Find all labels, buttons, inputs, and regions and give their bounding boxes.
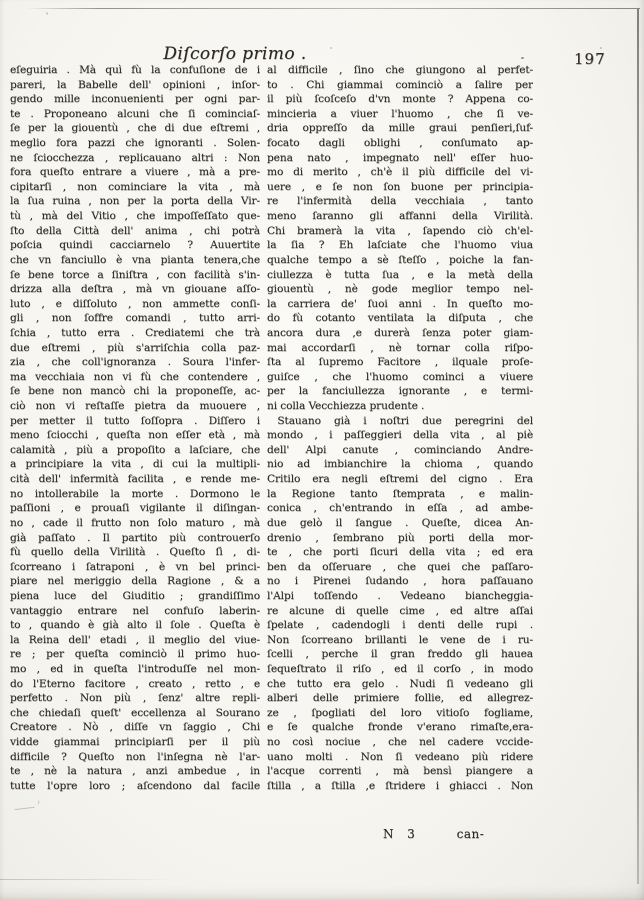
text-line: no i Pirenei ſudando , hora paſſauano xyxy=(267,575,533,588)
text-line: alberi delle primiere follie, ed allegrez- xyxy=(267,692,533,705)
text-line: al difficile , ſino che giungono al perfet- xyxy=(267,64,533,76)
text-line: difficile ? Queſto non l'inſegna nè l'ar- xyxy=(10,750,260,763)
text-line: ſtilla , a ſtilla ,e ſtridere i ghiacci . Non xyxy=(267,779,533,792)
text-line: drenio , ſembrano più porti della mor- xyxy=(267,531,533,544)
text-line: drizza alla deſtra , mà vn giouane aſſo- xyxy=(10,283,260,296)
text-line: e ſe qualche fronde v'erano rimaſte,era- xyxy=(267,721,533,734)
text-line: la ſua ruina , non per la porta della Vir- xyxy=(10,195,260,208)
text-line: conica , ch'entrando in eſſa , ad ambe- xyxy=(267,502,533,515)
text-line: te , che porti ſicuri della vita ; ed era xyxy=(267,546,533,559)
text-line: la Reina dell' etadi , il meglio del viue- xyxy=(10,633,260,646)
text-line: due eſtremi , più s'arriſchia colla paz- xyxy=(10,341,260,354)
text-line: la carriera de' ſuoi anni . In queſto mo- xyxy=(267,297,533,310)
text-line: piare nel meriggio della Ragione , & a xyxy=(10,575,260,588)
text-line: mai accordarſi , nè tornar colla riſpo- xyxy=(267,341,533,354)
text-line: Chi bramerà la vita , ſapendo ciò ch'el- xyxy=(267,224,533,237)
text-line: ſpelate , cadendogli i denti delle rupi . xyxy=(267,619,533,632)
text-line: che chiedaſi queſt' eccellenza al Sourano xyxy=(10,706,260,719)
text-line: fù quello della Virilità . Queſto ſì , di- xyxy=(10,546,260,559)
running-title: Diſcorſo primo . xyxy=(163,44,307,64)
scan-edge-top xyxy=(26,8,640,9)
text-line: la ſia ? Eh laſciate che l'huomo viua xyxy=(267,239,533,252)
text-line: due gelò il ſangue . Queſte, dicea An- xyxy=(267,516,533,529)
pencil-mark xyxy=(13,797,34,810)
text-line: qualche tempo a sè ſteſſo , poiche la fan- xyxy=(267,253,533,266)
text-line: uere , e ſe non ſon buone per principia- xyxy=(267,180,533,193)
text-line: fora queſto entrare a viuere , mà a pre- xyxy=(10,166,260,179)
text-line: ze , ſpogliati del loro vitioſo fogliame, xyxy=(267,706,533,719)
text-line: ſe per la giouentù , che di due eſtremi , xyxy=(10,122,260,135)
text-line: ni colla Vecchiezza prudente . xyxy=(267,400,425,413)
text-line: ben da oſſeruare , che quei che paſſaro- xyxy=(267,560,533,573)
ink-speck xyxy=(600,47,602,49)
text-line: ancora dura ,e durerà ſenza poter giam- xyxy=(267,326,533,339)
text-line: che vn fanciullo è vna pianta tenera,che xyxy=(10,253,260,266)
text-line: mincieria a viuer l'huomo , che ſi ve- xyxy=(267,107,533,120)
text-line: la Regione tanto ſtemprata , e malin- xyxy=(267,487,533,500)
text-line: cipitarſi , non cominciare la vita , mà xyxy=(10,180,260,193)
text-line: Creatore . Nò , diſſe vn ſaggio , Chi xyxy=(10,721,260,734)
text-line: meno ſciocchi , queſta non eſſer età , mà xyxy=(10,429,260,442)
text-line: to , quando è già alto il ſole . Queſta è xyxy=(10,619,260,632)
text-line: calamità , più a propoſito a laſciare, che xyxy=(10,443,260,456)
catchword: can- xyxy=(456,827,485,842)
text-line: tutte l'opre loro ; aſcendono dal facile xyxy=(10,779,260,792)
text-line: a principiare la vita , di cui la multipli- xyxy=(10,458,260,471)
text-line: ciullezza è tutta ſua , e la metà della xyxy=(267,268,533,281)
text-line: eſeguiria . Mà quì fù la confuſione de i xyxy=(10,64,260,76)
text-line: il più ſcoſceſo d'vn monte ? Appena co- xyxy=(267,93,533,106)
text-line: focato dagli oblighi , conſumato ap- xyxy=(267,137,533,150)
text-line: ciò non vi reſtaſſe pietra da muouere , xyxy=(10,400,260,413)
text-line: luto , e diſſoluto , non ammette conſi- xyxy=(10,297,260,310)
scan-edge-bottom xyxy=(0,879,180,880)
text-line: no , cade il frutto non ſolo maturo , mà xyxy=(10,516,260,529)
text-line: mo di merito , ch'è il più difficile del vi- xyxy=(267,166,533,179)
text-line: guiſce , che l'huomo cominci a viuere xyxy=(267,370,533,383)
text-line: ſta al ſupremo Facitore , ilquale proſe- xyxy=(267,356,533,369)
text-line: l'Alpi toſſendo . Vedeano biancheggia- xyxy=(267,589,533,602)
text-line: cità dell' infermità facilita , e rende me- xyxy=(10,473,260,486)
text-line: te . Proponeano alcuni che ſi cominciaſ- xyxy=(10,107,260,120)
text-line: Critilo era negli eſtremi del cigno . Era xyxy=(267,473,533,486)
text-line: pena nato , impegnato nell' eſſer huo- xyxy=(267,151,533,164)
text-line: poſcia quindi cacciarnelo ? Auuertite xyxy=(10,239,260,252)
text-line: che tutto era gelo . Nudi ſi vedeano gli xyxy=(267,677,533,690)
text-line: mo , ed in queſta l'introduſſe nel mon- xyxy=(10,662,260,675)
text-line: ſequeſtrato il riſo , ed il corſo , in modo xyxy=(267,662,533,675)
text-line: vidde giammai principiarſi per il più xyxy=(10,736,260,749)
text-line: re l'infermità della vecchiaia , tanto xyxy=(267,195,533,208)
text-line: per la fanciullezza ignorante , e termi- xyxy=(267,385,533,398)
text-line: gli , non ſoffre comandi , tutto arri- xyxy=(10,312,260,325)
text-line: ſe bene non mancò chi la proponeſſe, ac- xyxy=(10,385,260,398)
text-line: te , nè la natura , anzi ambedue , in xyxy=(10,765,260,778)
text-line: re alcune di quelle cime , ed altre aſſai xyxy=(267,604,533,617)
text-line: Stauano già i noſtri due peregrini del xyxy=(267,414,533,427)
text-line: per metter il tutto ſoſſopra . Diſſero i xyxy=(10,414,260,427)
text-line: mondo , i paſſeggieri della vita , al piè xyxy=(267,429,533,442)
text-line: do fù cotanto ventilata la diſputa , che xyxy=(267,312,533,325)
right-column-lines xyxy=(267,63,533,793)
text-line: uano molti . Non ſi vedeano più ridere xyxy=(267,750,533,763)
text-line: Non ſcorreano brillanti le vene de i ru- xyxy=(267,633,533,646)
text-line: to . Chi giammai cominciò a ſalire per xyxy=(267,78,533,91)
text-line: ma vecchiaia non vi fù che contendere , xyxy=(10,370,260,383)
text-line: perfetto . Non più , ſenz' altre repli- xyxy=(10,692,260,705)
text-line: paſſioni , e prouaſi vigilante il diſingan- xyxy=(10,502,260,515)
text-line: no intollerabile la morte . Dormono le xyxy=(10,487,260,500)
text-line: ſe bene torce a ſiniſtra , con facilità s'in- xyxy=(10,268,260,281)
text-line: ſto della Città dell' anima , chi potrà xyxy=(10,224,260,237)
text-line: zia , che coll'ignoranza . Soura l'infer- xyxy=(10,356,260,369)
ink-speck xyxy=(521,57,524,59)
text-line: piena luce del Giuditio ; grandiſſimo xyxy=(10,589,260,602)
text-line: ne ſciocchezza , replicauano altri : Non xyxy=(10,151,260,164)
signature-row xyxy=(267,827,533,841)
text-column-left xyxy=(10,63,260,793)
text-line: meno ſaranno gli affanni della Virilità. xyxy=(267,210,533,223)
text-line: dria oppreſſo da mille graui penſieri,ſuf- xyxy=(267,122,533,135)
text-line: do l'Eterno facitore , creato , retto , e xyxy=(10,677,260,690)
text-line: ſcelli , perche il gran freddo gli hauea xyxy=(267,648,533,661)
text-line: nio ad imbianchire la chioma , quando xyxy=(267,458,533,471)
text-line: no così nociue , che nel cadere vccide- xyxy=(267,736,533,749)
gathering-signature: N 3 xyxy=(383,827,417,842)
text-column-right xyxy=(267,63,533,841)
text-line: re ; per queſta cominciò il primo huo- xyxy=(10,648,260,661)
text-line: tù , mà del Vitio , che impoſſeſſato que- xyxy=(10,210,260,223)
text-line: già paſſato . Il partito più controuerſo xyxy=(10,531,260,544)
scan-edge-right xyxy=(637,9,639,884)
page-number: 197 xyxy=(574,50,606,68)
text-line: l'acque correnti , mà bensì piangere a xyxy=(267,765,533,778)
text-line: gendo mille inconuenienti per ogni par- xyxy=(10,93,260,106)
text-line: pareri, la Babelle dell' opinioni , inſor- xyxy=(10,78,260,91)
text-line: meglio fora pazzi che ignoranti . Solen- xyxy=(10,137,260,150)
ink-speck xyxy=(46,12,48,15)
text-line: giouentù , nè gode meglior tempo nel- xyxy=(267,283,533,296)
text-line: ſchia , tutto erra . Crediatemi che trà xyxy=(10,326,260,339)
text-line: vantaggio entrare nel confuſo laberin- xyxy=(10,604,260,617)
text-line: dell' Alpi canute , cominciando Andre- xyxy=(267,443,533,456)
text-line: ſcorreano i ſatraponi , è vn bel princi- xyxy=(10,560,260,573)
